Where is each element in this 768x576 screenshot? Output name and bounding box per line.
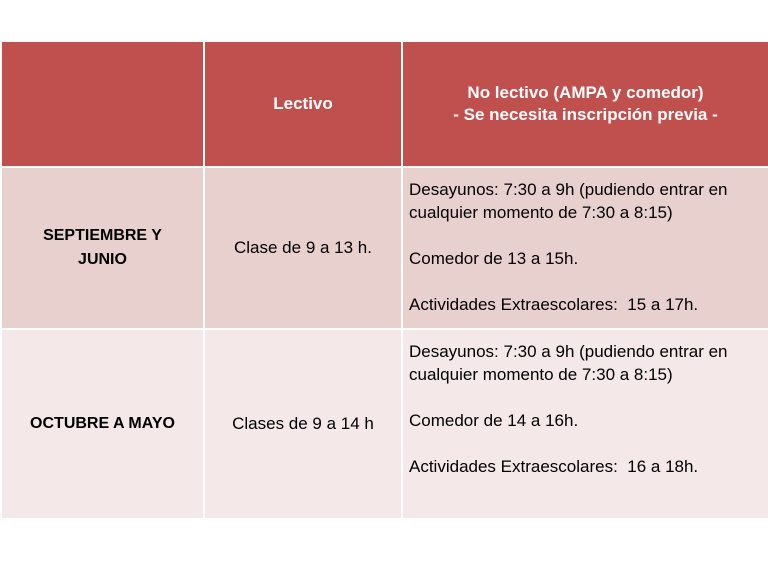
table-row — [1, 167, 768, 329]
non-teaching-cell — [402, 167, 768, 329]
breakfast-hours: Desayunos: 7:30 a 9h (pudiendo entrar en cualquier momento de 7:30 a 8:15) — [409, 342, 728, 384]
header-lectivo — [204, 41, 402, 167]
lunch-hours: Comedor de 13 a 15h. — [409, 249, 579, 268]
header-no-lectivo — [402, 41, 768, 167]
header-no-lectivo-title: No lectivo (AMPA y comedor) — [467, 83, 704, 102]
header-lectivo-label: Lectivo — [273, 94, 333, 113]
breakfast-hours: Desayunos: 7:30 a 9h (pudiendo entrar en cualquier momento de 7:30 a 8:15) — [409, 180, 728, 222]
teaching-hours-cell — [204, 329, 402, 519]
period-label: JUNIO — [78, 251, 127, 268]
period-cell — [1, 329, 204, 519]
teaching-hours: Clases de 9 a 14 h — [232, 414, 374, 433]
teaching-hours-cell — [204, 167, 402, 329]
period-label: OCTUBRE A MAYO — [30, 415, 175, 432]
table-row — [1, 329, 768, 519]
schedule-table — [0, 40, 768, 520]
period-label: SEPTIEMBRE Y — [43, 227, 162, 244]
header-row — [1, 41, 768, 167]
teaching-hours: Clase de 9 a 13 h. — [234, 238, 372, 257]
header-cell-empty — [1, 41, 204, 167]
extracurricular-hours: Actividades Extraescolares: 16 a 18h. — [409, 457, 699, 476]
period-cell — [1, 167, 204, 329]
lunch-hours: Comedor de 14 a 16h. — [409, 411, 579, 430]
non-teaching-cell — [402, 329, 768, 519]
extracurricular-hours: Actividades Extraescolares: 15 a 17h. — [409, 295, 699, 314]
header-no-lectivo-note: - Se necesita inscripción previa - — [453, 105, 718, 124]
